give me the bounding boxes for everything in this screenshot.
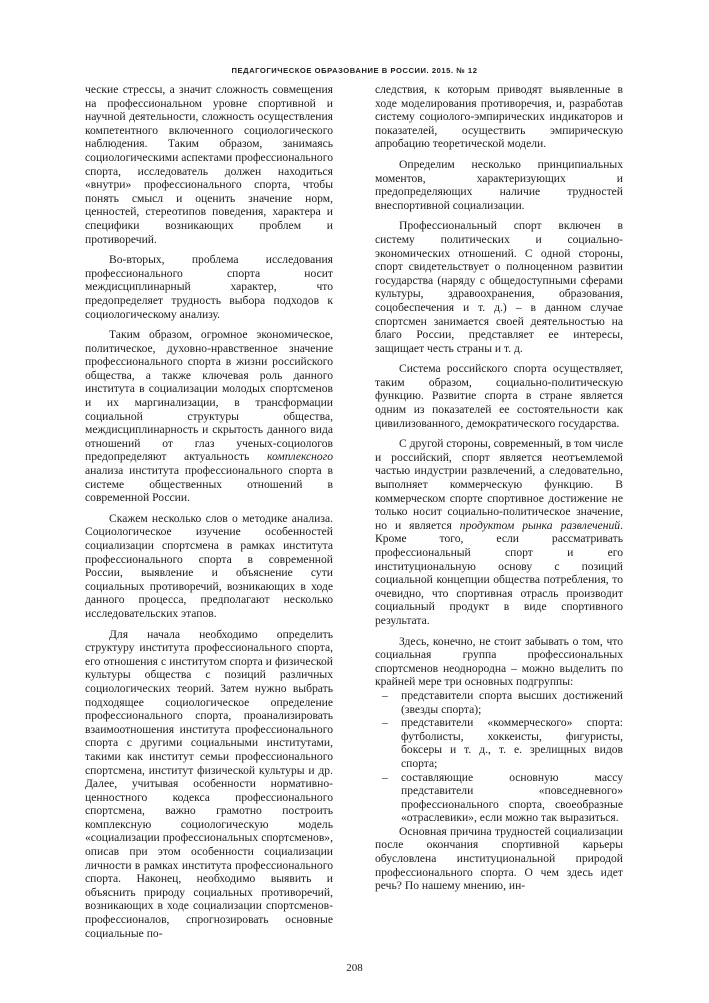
text-run: . Кроме того, если рассматривать профессиональный спорт и его институциональную основу с позиций социальной концепции общества потребления, то очевидно, что спортивная отрасль производит социальный продукт в виде спортивного результата. [375, 518, 623, 627]
paragraph: Здесь, конечно, не стоит забывать о том, что социальная группа профессиональных спортсменов неоднородна – можно выделить по крайней мере три основных подгруппы: [375, 634, 623, 689]
right-column [375, 83, 623, 893]
paragraph [85, 328, 333, 505]
running-header: ПЕДАГОГИЧЕСКОЕ ОБРАЗОВАНИЕ В РОССИИ. 2015. № 12 [231, 66, 478, 75]
left-column [85, 83, 333, 940]
list-item-text: представители спорта высших достижений (звезды спорта); [401, 688, 623, 716]
paragraph: Для начала необходимо определить структуру института профессионального спорта, его отношения с институтом спорта и физической культуры общества с позиций различных социологических теорий. Затем нужно выбрать подходящее социологическое определение профессионального спорта, проанализировать взаимоотношения института профессионального спорта с другими социальными институтами, такими как институт семьи профессионального спортсмена, институт физической культуры и др. Далее, учитывая особенности нормативно-ценностного кодекса профессионального спортсмена, важно грамотно построить комплексную социологическую модель «социализации профессиональных спортсменов», описав при этом особенности социализации личности в рамках института профессионального спорта. Наконец, необходимо выявить и объяснить природу социальных противоречий, возникающих в ходе социализации спортсменов-профессионалов, спрогнозировать основные социальные по- [85, 627, 333, 940]
paragraph: следствия, к которым приводят выявленные в ходе моделирования противоречия, и, разработав систему социолого-эмпирических индикаторов и показателей, осуществить эмпирическую апробацию теоретической модели. [375, 83, 623, 151]
paragraph: Скажем несколько слов о методике анализа. Социологическое изучение особенностей социализации спортсмена в рамках института профессионального спорта в современной России, выявление и объяснение сути социальных противоречий, возникающих в ходе данного процесса, предполагают несколько исследовательских этапов. [85, 511, 333, 620]
paragraph [375, 437, 623, 627]
list-item [375, 689, 623, 716]
paragraph: Система российского спорта осуществляет, таким образом, социально-политическую функцию. Развитие спорта в стране является одним из показателей ее состоятельности как цивилизованного, демократического государства. [375, 362, 623, 430]
text-run: Таким образом, огромное экономическое, политическое, духовно-нравственное значение профессионального спорта в жизни российского общества, а также ключевая роль данного института в социализации молодых спортсменов и их маргинализации, в трансформации социальной структуры общества, междисциплинарность и скрытость данного вида отношений от глаз ученых-социологов предопределяют актуальность [85, 328, 333, 464]
paragraph: Основная причина трудностей социализации после окончания спортивной карьеры обусловлена институциональной природой профессионального спорта. О чем здесь идет речь? По нашему мнению, ин- [375, 824, 623, 893]
emphasis-text: продуктом рынка развлечений [459, 518, 621, 532]
list-item [375, 771, 623, 825]
list-item [375, 716, 623, 770]
dash-bullet: – [382, 688, 388, 702]
dash-bullet: – [382, 770, 388, 784]
paragraph: Профессиональный спорт включен в систему политических и социально-экономических отношений. С одной стороны, спорт свидетельствует о полноценном развитии государства (наряду с общедоступными сферами культуры, здравоохранения, образования, соцобеспечения и т. д.) – в данном случае спортсмен занимается своей деятельностью на благо России, представляет ее интересы, защищает честь страны и т. д. [375, 219, 623, 355]
paragraph: Определим несколько принципиальных моментов, характеризующих и предопределяющих наличие трудностей внеспортивной социализации. [375, 157, 623, 212]
paragraph: Во-вторых, проблема исследования профессионального спорта носит междисциплинарный характер, что предопределяет трудность выбора подходов к социологическому анализу. [85, 253, 333, 321]
text-run: С другой стороны, современный, в том числе и российский, спорт является неотъемлемой частью индустрии развлечений, а следовательно, выполняет коммерческую функцию. В коммерческом спорте спортивное достижение не только носит социально-политическое значение, но и является [375, 437, 623, 532]
subgroup-list [375, 689, 623, 825]
list-item-text: представители «коммерческого» спорта: футболисты, хоккеисты, фигуристы, боксеры и т. д., т. е. зрелищных видов спорта; [401, 716, 623, 770]
text-run: анализа института профессионального спорта в системе общественных отношений в современной России. [85, 464, 333, 505]
page-number: 208 [346, 962, 363, 974]
dash-bullet: – [382, 716, 388, 730]
list-item-text: составляющие основную массу представители «повседневного» профессионального спорта, своеобразные «отраслевики», если можно так выразиться. [401, 770, 623, 825]
paragraph: ческие стрессы, а значит сложность совмещения на профессиональном уровне спортивной и научной деятельности, сложность осуществления компетентного включенного социологического наблюдения. Таким образом, занимаясь социологическими аспектами профессионального спорта, исследователь должен находиться «внутри» профессионального спорта, чтобы понять смысл и оценить значение норм, ценностей, стереотипов поведения, характера и специфики возникающих проблем и противоречий. [85, 83, 333, 246]
emphasis-text: комплексного [266, 450, 333, 464]
